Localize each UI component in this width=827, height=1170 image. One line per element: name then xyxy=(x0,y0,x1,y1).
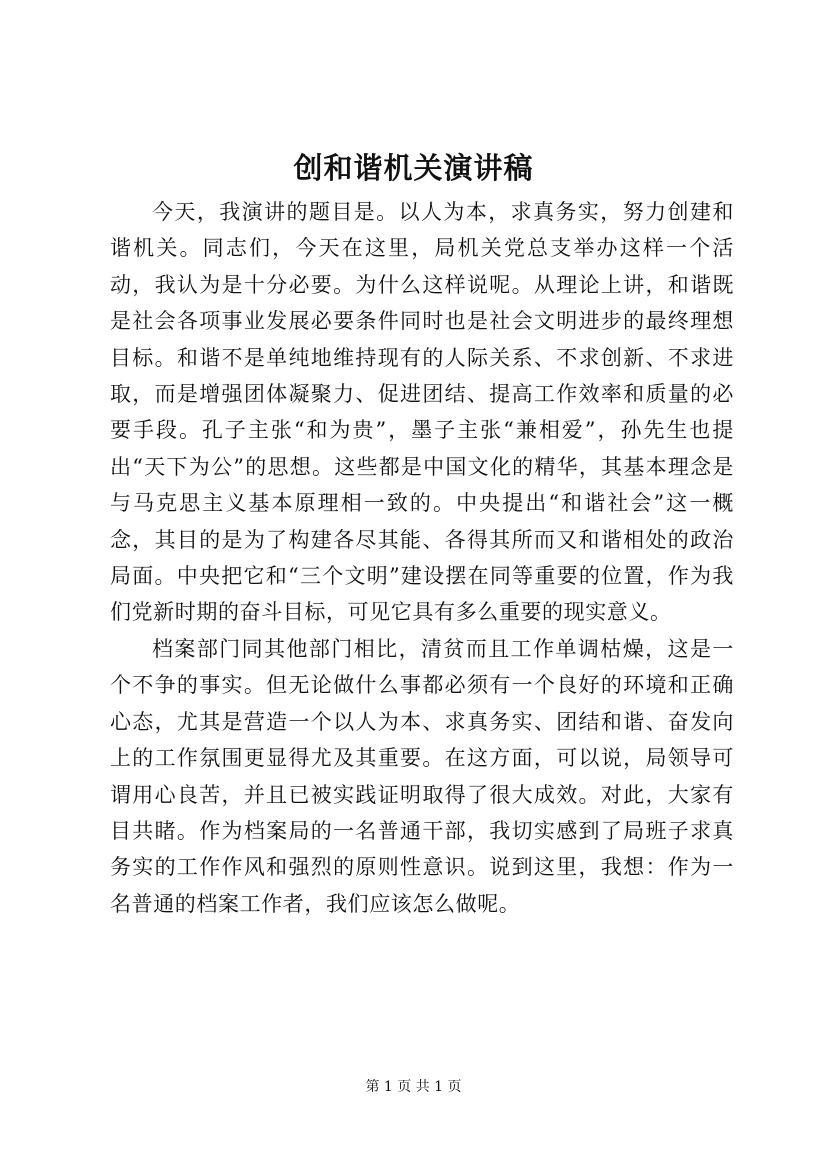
paragraph-1: 今天，我演讲的题目是。以人为本，求真务实，努力创建和谐机关。同志们，今天在这里，局机关党总支举办这样一个活动，我认为是十分必要。为什么这样说呢。从理论上讲，和谐既是社会各项事业发展必要条件同时也是社会文明进步的最终理想目标。和谐不是单纯地维持现有的人际关系、不求创新、不求进取，而是增强团体凝聚力、促进团结、提高工作效率和质量的必要手段。孔子主张“和为贵”，墨子主张“兼相爱”，孙先生也提出“天下为公”的思想。这些都是中国文化的精华，其基本理念是与马克思主义基本原理相一致的。中央提出“和谐社会”这一概念，其目的是为了构建各尽其能、各得其所而又和谐相处的政治局面。中央把它和“三个文明”建设摆在同等重要的位置，作为我们党新时期的奋斗目标，可见它具有多么重要的现实意义。 xyxy=(110,200,734,625)
paragraph-2: 档案部门同其他部门相比，清贫而且工作单调枯燥，这是一个不争的事实。但无论做什么事都必须有一个良好的环境和正确心态，尤其是营造一个以人为本、求真务实、团结和谐、奋发向上的工作氛围更显得尤及其重要。在这方面，可以说，局领导可谓用心良苦，并且已被实践证明取得了很大成效。对此，大家有目共睹。作为档案局的一名普通干部，我切实感到了局班子求真务实的工作作风和强烈的原则性意识。说到这里，我想：作为一名普通的档案工作者，我们应该怎么做呢。 xyxy=(110,636,734,916)
document-title: 创和谐机关演讲稿 xyxy=(293,151,534,185)
page-footer: 第 1 页 共 1 页 xyxy=(365,1079,462,1095)
document-body xyxy=(110,194,734,922)
